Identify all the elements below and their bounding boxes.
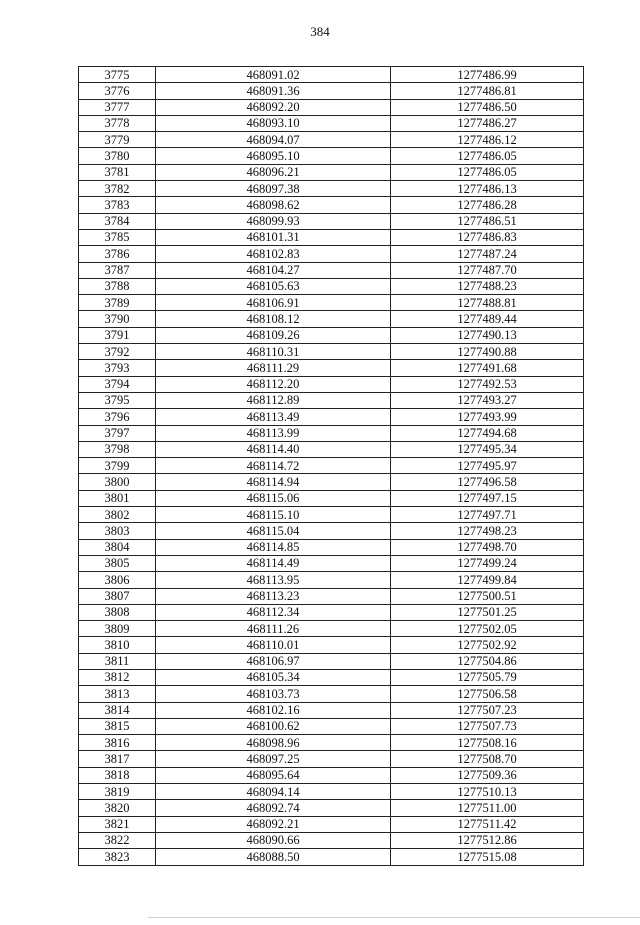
x-coordinate-cell: 468099.93 bbox=[156, 213, 391, 229]
table-row bbox=[79, 392, 584, 408]
point-number-cell: 3779 bbox=[79, 132, 156, 148]
y-coordinate-cell: 1277486.51 bbox=[391, 213, 584, 229]
y-coordinate-cell: 1277493.27 bbox=[391, 392, 584, 408]
table-row bbox=[79, 604, 584, 620]
point-number-cell: 3795 bbox=[79, 392, 156, 408]
table-row bbox=[79, 637, 584, 653]
point-number-cell: 3803 bbox=[79, 523, 156, 539]
x-coordinate-cell: 468093.10 bbox=[156, 115, 391, 131]
page-number: 384 bbox=[310, 24, 330, 39]
y-coordinate-cell: 1277488.81 bbox=[391, 295, 584, 311]
y-coordinate-cell: 1277501.25 bbox=[391, 604, 584, 620]
point-number-cell: 3812 bbox=[79, 669, 156, 685]
point-number-cell: 3794 bbox=[79, 376, 156, 392]
x-coordinate-cell: 468098.96 bbox=[156, 735, 391, 751]
table-row bbox=[79, 295, 584, 311]
table-row bbox=[79, 360, 584, 376]
y-coordinate-cell: 1277490.13 bbox=[391, 327, 584, 343]
point-number-cell: 3798 bbox=[79, 441, 156, 457]
point-number-cell: 3801 bbox=[79, 490, 156, 506]
x-coordinate-cell: 468094.14 bbox=[156, 784, 391, 800]
y-coordinate-cell: 1277498.70 bbox=[391, 539, 584, 555]
table-row bbox=[79, 572, 584, 588]
point-number-cell: 3797 bbox=[79, 425, 156, 441]
y-coordinate-cell: 1277507.23 bbox=[391, 702, 584, 718]
x-coordinate-cell: 468091.36 bbox=[156, 83, 391, 99]
point-number-cell: 3811 bbox=[79, 653, 156, 669]
x-coordinate-cell: 468113.99 bbox=[156, 425, 391, 441]
table-row bbox=[79, 344, 584, 360]
x-coordinate-cell: 468090.66 bbox=[156, 832, 391, 848]
x-coordinate-cell: 468098.62 bbox=[156, 197, 391, 213]
x-coordinate-cell: 468115.10 bbox=[156, 507, 391, 523]
x-coordinate-cell: 468114.85 bbox=[156, 539, 391, 555]
y-coordinate-cell: 1277511.00 bbox=[391, 800, 584, 816]
x-coordinate-cell: 468096.21 bbox=[156, 164, 391, 180]
point-number-cell: 3796 bbox=[79, 409, 156, 425]
table-row bbox=[79, 197, 584, 213]
x-coordinate-cell: 468094.07 bbox=[156, 132, 391, 148]
point-number-cell: 3787 bbox=[79, 262, 156, 278]
table-row bbox=[79, 523, 584, 539]
point-number-cell: 3778 bbox=[79, 115, 156, 131]
table-row bbox=[79, 229, 584, 245]
x-coordinate-cell: 468114.49 bbox=[156, 555, 391, 571]
point-number-cell: 3823 bbox=[79, 849, 156, 865]
x-coordinate-cell: 468112.89 bbox=[156, 392, 391, 408]
table-row bbox=[79, 132, 584, 148]
y-coordinate-cell: 1277486.12 bbox=[391, 132, 584, 148]
table-row bbox=[79, 800, 584, 816]
x-coordinate-cell: 468106.91 bbox=[156, 295, 391, 311]
y-coordinate-cell: 1277486.13 bbox=[391, 181, 584, 197]
y-coordinate-cell: 1277486.05 bbox=[391, 148, 584, 164]
point-number-cell: 3807 bbox=[79, 588, 156, 604]
table-row bbox=[79, 555, 584, 571]
point-number-cell: 3776 bbox=[79, 83, 156, 99]
table-row bbox=[79, 311, 584, 327]
x-coordinate-cell: 468113.23 bbox=[156, 588, 391, 604]
x-coordinate-cell: 468112.34 bbox=[156, 604, 391, 620]
table-row bbox=[79, 832, 584, 848]
point-number-cell: 3789 bbox=[79, 295, 156, 311]
table-row bbox=[79, 539, 584, 555]
point-number-cell: 3800 bbox=[79, 474, 156, 490]
y-coordinate-cell: 1277510.13 bbox=[391, 784, 584, 800]
y-coordinate-cell: 1277487.24 bbox=[391, 246, 584, 262]
point-number-cell: 3780 bbox=[79, 148, 156, 164]
y-coordinate-cell: 1277494.68 bbox=[391, 425, 584, 441]
table-row bbox=[79, 588, 584, 604]
y-coordinate-cell: 1277492.53 bbox=[391, 376, 584, 392]
table-row bbox=[79, 702, 584, 718]
point-number-cell: 3775 bbox=[79, 67, 156, 83]
y-coordinate-cell: 1277486.99 bbox=[391, 67, 584, 83]
table-row bbox=[79, 99, 584, 115]
y-coordinate-cell: 1277502.92 bbox=[391, 637, 584, 653]
table-row bbox=[79, 213, 584, 229]
y-coordinate-cell: 1277499.84 bbox=[391, 572, 584, 588]
point-number-cell: 3784 bbox=[79, 213, 156, 229]
y-coordinate-cell: 1277497.71 bbox=[391, 507, 584, 523]
x-coordinate-cell: 468115.04 bbox=[156, 523, 391, 539]
y-coordinate-cell: 1277502.05 bbox=[391, 621, 584, 637]
table-row bbox=[79, 278, 584, 294]
x-coordinate-cell: 468114.40 bbox=[156, 441, 391, 457]
table-row bbox=[79, 425, 584, 441]
x-coordinate-cell: 468100.62 bbox=[156, 718, 391, 734]
y-coordinate-cell: 1277486.81 bbox=[391, 83, 584, 99]
table-row bbox=[79, 262, 584, 278]
x-coordinate-cell: 468092.21 bbox=[156, 816, 391, 832]
point-number-cell: 3822 bbox=[79, 832, 156, 848]
table-row bbox=[79, 686, 584, 702]
y-coordinate-cell: 1277486.83 bbox=[391, 229, 584, 245]
x-coordinate-cell: 468109.26 bbox=[156, 327, 391, 343]
point-number-cell: 3819 bbox=[79, 784, 156, 800]
point-number-cell: 3808 bbox=[79, 604, 156, 620]
x-coordinate-cell: 468113.95 bbox=[156, 572, 391, 588]
y-coordinate-cell: 1277497.15 bbox=[391, 490, 584, 506]
table-row bbox=[79, 621, 584, 637]
y-coordinate-cell: 1277509.36 bbox=[391, 767, 584, 783]
point-number-cell: 3793 bbox=[79, 360, 156, 376]
point-number-cell: 3786 bbox=[79, 246, 156, 262]
y-coordinate-cell: 1277488.23 bbox=[391, 278, 584, 294]
table-row bbox=[79, 409, 584, 425]
table-row bbox=[79, 849, 584, 865]
table-row bbox=[79, 735, 584, 751]
point-number-cell: 3777 bbox=[79, 99, 156, 115]
point-number-cell: 3805 bbox=[79, 555, 156, 571]
y-coordinate-cell: 1277486.27 bbox=[391, 115, 584, 131]
x-coordinate-cell: 468092.74 bbox=[156, 800, 391, 816]
y-coordinate-cell: 1277489.44 bbox=[391, 311, 584, 327]
y-coordinate-cell: 1277486.50 bbox=[391, 99, 584, 115]
y-coordinate-cell: 1277495.97 bbox=[391, 458, 584, 474]
point-number-cell: 3818 bbox=[79, 767, 156, 783]
point-number-cell: 3817 bbox=[79, 751, 156, 767]
table-row bbox=[79, 327, 584, 343]
x-coordinate-cell: 468112.20 bbox=[156, 376, 391, 392]
y-coordinate-cell: 1277508.70 bbox=[391, 751, 584, 767]
table-row bbox=[79, 751, 584, 767]
y-coordinate-cell: 1277511.42 bbox=[391, 816, 584, 832]
table-row bbox=[79, 83, 584, 99]
x-coordinate-cell: 468114.72 bbox=[156, 458, 391, 474]
x-coordinate-cell: 468105.34 bbox=[156, 669, 391, 685]
point-number-cell: 3788 bbox=[79, 278, 156, 294]
y-coordinate-cell: 1277507.73 bbox=[391, 718, 584, 734]
y-coordinate-cell: 1277496.58 bbox=[391, 474, 584, 490]
x-coordinate-cell: 468105.63 bbox=[156, 278, 391, 294]
point-number-cell: 3783 bbox=[79, 197, 156, 213]
y-coordinate-cell: 1277495.34 bbox=[391, 441, 584, 457]
point-number-cell: 3791 bbox=[79, 327, 156, 343]
x-coordinate-cell: 468095.64 bbox=[156, 767, 391, 783]
point-number-cell: 3785 bbox=[79, 229, 156, 245]
point-number-cell: 3810 bbox=[79, 637, 156, 653]
table-row bbox=[79, 148, 584, 164]
y-coordinate-cell: 1277506.58 bbox=[391, 686, 584, 702]
table-row bbox=[79, 784, 584, 800]
table-row bbox=[79, 441, 584, 457]
x-coordinate-cell: 468102.83 bbox=[156, 246, 391, 262]
table-row bbox=[79, 669, 584, 685]
bottom-rule bbox=[148, 917, 640, 918]
table-row bbox=[79, 767, 584, 783]
table-row bbox=[79, 458, 584, 474]
point-number-cell: 3802 bbox=[79, 507, 156, 523]
y-coordinate-cell: 1277490.88 bbox=[391, 344, 584, 360]
point-number-cell: 3782 bbox=[79, 181, 156, 197]
table-row bbox=[79, 816, 584, 832]
y-coordinate-cell: 1277487.70 bbox=[391, 262, 584, 278]
point-number-cell: 3799 bbox=[79, 458, 156, 474]
point-number-cell: 3815 bbox=[79, 718, 156, 734]
table-row bbox=[79, 164, 584, 180]
point-number-cell: 3820 bbox=[79, 800, 156, 816]
table-row bbox=[79, 376, 584, 392]
y-coordinate-cell: 1277491.68 bbox=[391, 360, 584, 376]
y-coordinate-cell: 1277508.16 bbox=[391, 735, 584, 751]
point-number-cell: 3814 bbox=[79, 702, 156, 718]
x-coordinate-cell: 468106.97 bbox=[156, 653, 391, 669]
x-coordinate-cell: 468097.38 bbox=[156, 181, 391, 197]
point-number-cell: 3809 bbox=[79, 621, 156, 637]
table-body bbox=[79, 67, 584, 866]
x-coordinate-cell: 468114.94 bbox=[156, 474, 391, 490]
x-coordinate-cell: 468110.01 bbox=[156, 637, 391, 653]
y-coordinate-cell: 1277486.05 bbox=[391, 164, 584, 180]
table-row bbox=[79, 653, 584, 669]
point-number-cell: 3792 bbox=[79, 344, 156, 360]
point-number-cell: 3816 bbox=[79, 735, 156, 751]
x-coordinate-cell: 468104.27 bbox=[156, 262, 391, 278]
x-coordinate-cell: 468111.26 bbox=[156, 621, 391, 637]
point-number-cell: 3790 bbox=[79, 311, 156, 327]
table-row bbox=[79, 246, 584, 262]
x-coordinate-cell: 468115.06 bbox=[156, 490, 391, 506]
x-coordinate-cell: 468108.12 bbox=[156, 311, 391, 327]
table-row bbox=[79, 718, 584, 734]
table-row bbox=[79, 181, 584, 197]
point-number-cell: 3806 bbox=[79, 572, 156, 588]
y-coordinate-cell: 1277486.28 bbox=[391, 197, 584, 213]
point-number-cell: 3804 bbox=[79, 539, 156, 555]
x-coordinate-cell: 468102.16 bbox=[156, 702, 391, 718]
y-coordinate-cell: 1277512.86 bbox=[391, 832, 584, 848]
y-coordinate-cell: 1277505.79 bbox=[391, 669, 584, 685]
x-coordinate-cell: 468088.50 bbox=[156, 849, 391, 865]
table-row bbox=[79, 490, 584, 506]
x-coordinate-cell: 468111.29 bbox=[156, 360, 391, 376]
point-number-cell: 3813 bbox=[79, 686, 156, 702]
x-coordinate-cell: 468110.31 bbox=[156, 344, 391, 360]
table-row bbox=[79, 474, 584, 490]
table-row bbox=[79, 67, 584, 83]
table-row bbox=[79, 115, 584, 131]
x-coordinate-cell: 468103.73 bbox=[156, 686, 391, 702]
y-coordinate-cell: 1277515.08 bbox=[391, 849, 584, 865]
y-coordinate-cell: 1277500.51 bbox=[391, 588, 584, 604]
x-coordinate-cell: 468095.10 bbox=[156, 148, 391, 164]
x-coordinate-cell: 468101.31 bbox=[156, 229, 391, 245]
point-number-cell: 3821 bbox=[79, 816, 156, 832]
x-coordinate-cell: 468097.25 bbox=[156, 751, 391, 767]
x-coordinate-cell: 468092.20 bbox=[156, 99, 391, 115]
point-number-cell: 3781 bbox=[79, 164, 156, 180]
x-coordinate-cell: 468113.49 bbox=[156, 409, 391, 425]
y-coordinate-cell: 1277499.24 bbox=[391, 555, 584, 571]
table-row bbox=[79, 507, 584, 523]
y-coordinate-cell: 1277504.86 bbox=[391, 653, 584, 669]
y-coordinate-cell: 1277493.99 bbox=[391, 409, 584, 425]
y-coordinate-cell: 1277498.23 bbox=[391, 523, 584, 539]
coordinates-table bbox=[78, 66, 584, 866]
x-coordinate-cell: 468091.02 bbox=[156, 67, 391, 83]
